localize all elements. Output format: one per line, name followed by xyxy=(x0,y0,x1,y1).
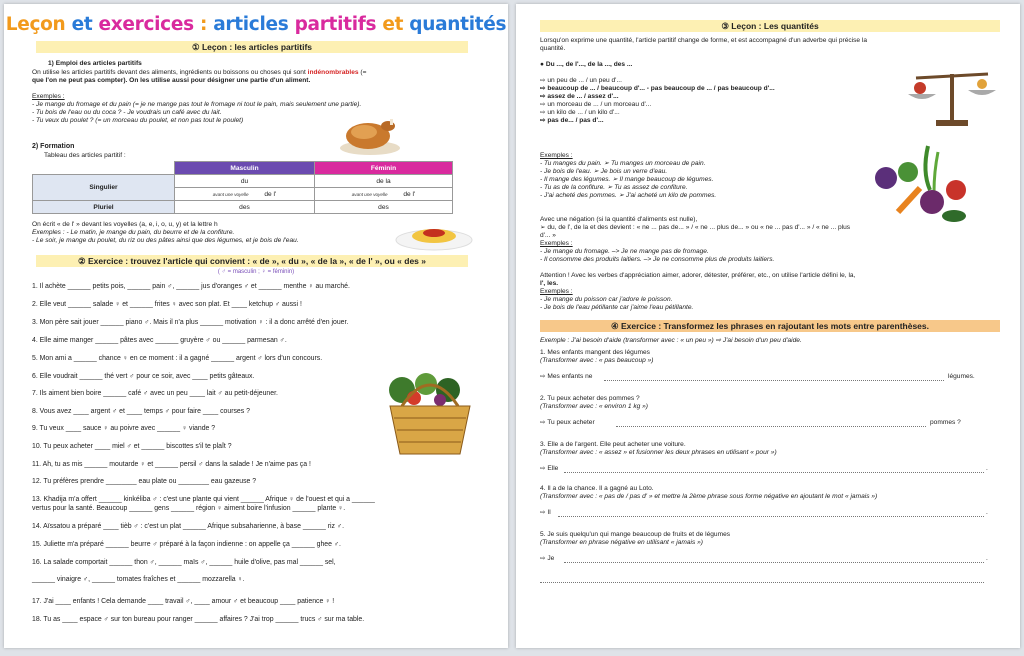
question-15: 15. Juliette m'a préparé ______ beurre ♂ préparé à la façon indienne : on appelle ça ______ ghee ♂. xyxy=(32,541,341,548)
exercise-4-bar: ④ Exercice : Transformez les phrases en rajoutant les mots entre parenthèses. xyxy=(540,320,1000,332)
title-part: articles xyxy=(213,14,295,35)
note-de-l: On écrit « de l' » devant les voyelles (a, e, i, o, u, y) et la lettre h xyxy=(32,221,218,228)
lesson-3-bar: ③ Leçon : Les quantités xyxy=(540,20,1000,32)
quantity-example-5: - J'ai acheté des pommes. ➢ J'ai acheté un kilo de pommes. xyxy=(540,192,717,199)
s1-l1: On utilise les articles partitifs devant des aliments, ingrédients ou boissons ou choses qui sont xyxy=(32,69,308,76)
example-3: - Tu veux du poulet ? (= un morceau du poulet, et non pas tout le poulet) xyxy=(32,117,244,124)
table-caption: Tableau des articles partitif : xyxy=(44,152,126,159)
quantity-rule-4: ⇨ un morceau de ... / un morceau d'... xyxy=(540,101,652,108)
exercise-4-item-2-answer-start: ⇨ Tu peux acheter xyxy=(540,419,595,426)
attention-line-2: l', les. xyxy=(540,280,559,287)
title-part: partitifs xyxy=(294,14,383,35)
section-2-heading: 2) Formation xyxy=(32,143,75,150)
exercise-4-item-4-hint: (Transformer avec : « pas de / pas d' » et mettre la 2ème phrase sous forme négative en ajoutant le mot « jamais ») xyxy=(540,493,878,500)
exercise-4-item-5-answer-start: ⇨ Je xyxy=(540,555,555,562)
answer-line-5[interactable] xyxy=(564,562,984,563)
attention-examples-heading: Exemples : xyxy=(540,288,573,295)
s1-l1-red: indénombrables xyxy=(307,69,359,76)
title-part: exercices xyxy=(98,14,200,35)
voyelle-note: avant une voyelle xyxy=(351,191,388,197)
exercise-4-item-1-question: 1. Mes enfants mangent des légumes xyxy=(540,349,650,356)
question-8: 8. Vous avez ____ argent ♂ et ____ temps ♂ pour faire ____ courses ? xyxy=(32,408,250,415)
negation-rule-cont: d'... » xyxy=(540,232,556,239)
feminin-header: Féminin xyxy=(315,162,453,175)
section-1-text-line2: que l'on ne peut pas compter). On les utilise aussi pour désigner une partie d'un aliment. xyxy=(32,77,311,84)
cell-fem-voyelle xyxy=(315,188,453,201)
question-12: 12. Tu préfères prendre ________ eau plate ou ________ eau gazeuse ? xyxy=(32,478,257,485)
negation-example-2: - Il consomme des produits laitiers. –> Je ne consomme plus de produits laitiers. xyxy=(540,256,775,263)
question-18: 18. Tu as ____ espace ♂ sur ton bureau pour ranger ______ affaires ? J'ai trop ______ trucs ♂ sur ma table. xyxy=(32,616,365,623)
intro-line-2: quantité. xyxy=(540,45,566,52)
exercise-4-item-5-answer-end: . xyxy=(986,555,988,562)
exercise-4-item-3-question: 3. Elle a de l'argent. Elle peut acheter une voiture. xyxy=(540,441,686,448)
exercise-4-item-1-hint: (Transformer avec : « pas beaucoup ») xyxy=(540,357,654,364)
answer-line-4[interactable] xyxy=(558,516,984,517)
question-10: 10. Tu peux acheter ____ miel ♂ et ______ biscottes s'il te plaît ? xyxy=(32,443,232,450)
question-5: 5. Mon ami a ______ chance ♀ en ce moment : il a gagné ______ argent ♂ lors d'un concours. xyxy=(32,355,323,362)
exercise-4-item-2-question: 2. Tu peux acheter des pommes ? xyxy=(540,395,640,402)
section-1-heading: 1) Emploi des articles partitifs xyxy=(48,60,142,67)
title-part: et xyxy=(382,14,410,35)
answer-line-3[interactable] xyxy=(564,472,984,473)
question-16-cont: ______ vinaigre ♂, ______ tomates fraîches et ______ mozzarella ♀. xyxy=(32,576,245,583)
title-part: et xyxy=(71,14,99,35)
attention-line-1: Attention ! Avec les verbes d'appréciation aimer, adorer, détester, préférer, etc., on utilise l'article défini le, la, xyxy=(540,272,856,279)
question-14: 14. Aïssatou a préparé ____ tièb ♂ : c'est un plat ______ Afrique subsaharienne, à base ______ riz ♂. xyxy=(32,523,344,530)
section-1-text-line1 xyxy=(32,69,366,77)
negation-intro: Avec une négation (si la quantité d'aliments est nulle), xyxy=(540,216,698,223)
roast-chicken-illustration xyxy=(338,114,402,156)
voyelle-note: avant une voyelle xyxy=(212,191,249,197)
exercise-4-item-2-answer-end: pommes ? xyxy=(930,419,961,426)
title-part: Leçon xyxy=(5,14,72,35)
exercise-4-item-1-answer-start: ⇨ Mes enfants ne xyxy=(540,373,593,380)
example-2: - Tu bois de l'eau ou du coca ? - Je voudrais un café avec du lait. xyxy=(32,109,222,116)
exercise-4-item-4-question: 4. Il a de la chance. Il a gagné au Loto. xyxy=(540,485,654,492)
exercise-4-item-4-answer-end: . xyxy=(986,509,988,516)
exercise-4-item-4-answer-start: ⇨ Il xyxy=(540,509,551,516)
exercise-4-item-3-hint: (Transformer avec : « assez » et fusionner les deux phrases en utilisant « pour ») xyxy=(540,449,777,456)
exercise-4-item-5-hint: (Transformer en phrase négative en utilisant « jamais ») xyxy=(540,539,703,546)
question-13-cont: vertus pour la santé. Beaucoup ______ gens ______ région ♀ aiment boire l'infusion ______ plante ♀. xyxy=(32,505,346,512)
negation-example-1: - Je mange du fromage. –> Je ne mange pas de fromage. xyxy=(540,248,709,255)
attention-example-1: - Je mange du poisson car j'adore le poisson. xyxy=(540,296,673,303)
quantity-example-4: - Tu as de la confiture. ➢ Tu as assez de confiture. xyxy=(540,184,688,191)
pasta-plate-illustration xyxy=(394,222,474,252)
cell-dela: de la xyxy=(315,175,453,188)
worksheet-page-2 xyxy=(516,4,1020,648)
quantity-rule-2: ⇨ beaucoup de ... / beaucoup d'... - pas beaucoup de ... / pas beaucoup d'... xyxy=(540,85,775,92)
gender-legend: ( ♂ = masculin ; ♀ = féminin) xyxy=(217,269,295,275)
quantity-example-3: - Il mange des légumes. ➢ Il mange beaucoup de légumes. xyxy=(540,176,714,183)
question-1: 1. Il achète ______ petits pois, ______ pain ♂, ______ jus d'oranges ♂ et ______ menthe ♀ au marché. xyxy=(32,283,350,290)
cell-du: du xyxy=(175,175,315,188)
negation-examples-heading: Exemples : xyxy=(540,240,573,247)
cell-des-m: des xyxy=(175,201,315,214)
question-13: 13. Khadija m'a offert ______ kinkéliba ♂ : c'est une plante qui vient ______ Afrique ♀ de l'ouest et qui a ______ xyxy=(32,496,375,503)
question-17: 17. J'ai ____ enfants ! Cela demande ____ travail ♂, ____ amour ♂ et beaucoup ____ patience ♀ ! xyxy=(32,598,335,605)
question-6: 6. Elle voudrait ______ thé vert ♂ pour ce soir, avec ____ petits gâteaux. xyxy=(32,373,255,380)
question-3: 3. Mon père sait jouer ______ piano ♂. Mais il n'a plus ______ motivation ♀ : il a donc arrêté d'en jouer. xyxy=(32,319,349,326)
question-2: 2. Elle veut ______ salade ♀ et ______ frites ♀ avec son plat. Et ____ ketchup ♂ aussi ! xyxy=(32,301,302,308)
singulier-label: Singulier xyxy=(33,175,175,201)
partitive-articles-table xyxy=(32,161,453,214)
pluriel-label: Pluriel xyxy=(33,201,175,214)
examples-heading-2: Exemples : xyxy=(540,152,573,159)
vegetables-illustration xyxy=(868,142,980,230)
answer-line-1[interactable] xyxy=(604,380,944,381)
question-9: 9. Tu veux ____ sauce ♀ au poivre avec ______ ♀ viande ? xyxy=(32,425,216,432)
note-example-2: - Le soir, je mange du poulet, du riz ou des pâtes ainsi que des légumes, et je bois de l'eau. xyxy=(32,237,299,244)
scale-illustration xyxy=(906,60,998,130)
cell-masc-voyelle xyxy=(175,188,315,201)
partitive-forms: ● Du ..., de l'..., de la ..., des ... xyxy=(540,61,633,68)
quantity-rule-3: ⇨ assez de ... / assez d'... xyxy=(540,93,619,100)
cell-del-m: de l' xyxy=(264,190,277,198)
masculin-header: Masculin xyxy=(175,162,315,175)
negation-rule: ➢ du, de l', de la et des devient : « ne ... pas de... » / « ne ... plus de... » ou « ne ... pas d'... » / « ne ... plus xyxy=(540,224,851,231)
question-7: 7. Ils aiment bien boire ______ café ♂ avec un peu ____ lait ♂ au petit-déjeuner. xyxy=(32,390,278,397)
exercise-model: Exemple : J'ai besoin d'aide (transformer avec : « un peu ») ⇨ J'ai besoin d'un peu d'aide. xyxy=(540,337,802,344)
answer-line-2[interactable] xyxy=(616,426,926,427)
example-1: - Je mange du fromage et du pain (= je ne mange pas tout le fromage ni tout le pain, mais seulement une partie). xyxy=(32,101,362,108)
vegetable-basket-illustration xyxy=(382,368,478,460)
exercise-4-item-5-question: 5. Je suis quelqu'un qui mange beaucoup de fruits et de légumes xyxy=(540,531,731,538)
quantity-example-2: - Je bois de l'eau. ➢ Je bois un verre d'eau. xyxy=(540,168,668,175)
s1-l1-end: (= xyxy=(358,69,367,76)
cell-des-f: des xyxy=(315,201,453,214)
question-4: 4. Elle aime manger ______ pâtes avec ______ gruyère ♂ ou ______ parmesan ♂. xyxy=(32,337,287,344)
exercise-4-item-1-answer-end: légumes. xyxy=(948,373,975,380)
question-16: 16. La salade comportait ______ thon ♂, ______ maïs ♂, ______ huile d'olive, pas mal ______ sel, xyxy=(32,559,336,566)
lesson-1-bar: ① Leçon : les articles partitifs xyxy=(36,41,468,53)
exercise-4-item-3-answer-end: . xyxy=(986,465,988,472)
examples-heading: Exemples : xyxy=(32,93,65,100)
attention-example-2: - Je bois de l'eau pétillante car j'aime l'eau pétillante. xyxy=(540,304,694,311)
quantity-rule-1: ⇨ un peu de ... / un peu d'... xyxy=(540,77,622,84)
question-11: 11. Ah, tu as mis ______ moutarde ♀ et ______ persil ♂ dans la salade ! Je n'aime pas ça ! xyxy=(32,461,311,468)
page-title xyxy=(4,14,508,35)
cell-del-f: de l' xyxy=(403,190,416,198)
worksheet-page-1 xyxy=(4,4,508,648)
note-example-1: Exemples : - Le matin, je mange du pain, du beurre et de la confiture. xyxy=(32,229,235,236)
quantity-rule-6: ⇨ pas de... / pas d'... xyxy=(540,117,604,124)
table-corner xyxy=(33,162,175,175)
title-part: : xyxy=(199,14,214,35)
title-part: quantités xyxy=(409,14,507,35)
quantity-example-1: - Tu manges du pain. ➢ Tu manges un morceau de pain. xyxy=(540,160,706,167)
exercise-4-item-2-hint: (Transformer avec : « environ 1 kg ») xyxy=(540,403,648,410)
intro-line-1: Lorsqu'on exprime une quantité, l'article partitif change de forme, et est accompagné d'un adverbe qui précise la xyxy=(540,37,868,44)
exercise-1-bar: ② Exercice : trouvez l'article qui convient : « de », « du », « de la », « de l' », ou « des » xyxy=(36,255,468,267)
exercise-4-item-3-answer-start: ⇨ Elle xyxy=(540,465,559,472)
answer-line-5b[interactable] xyxy=(540,582,984,583)
quantity-rule-5: ⇨ un kilo de ... / un kilo d'... xyxy=(540,109,620,116)
